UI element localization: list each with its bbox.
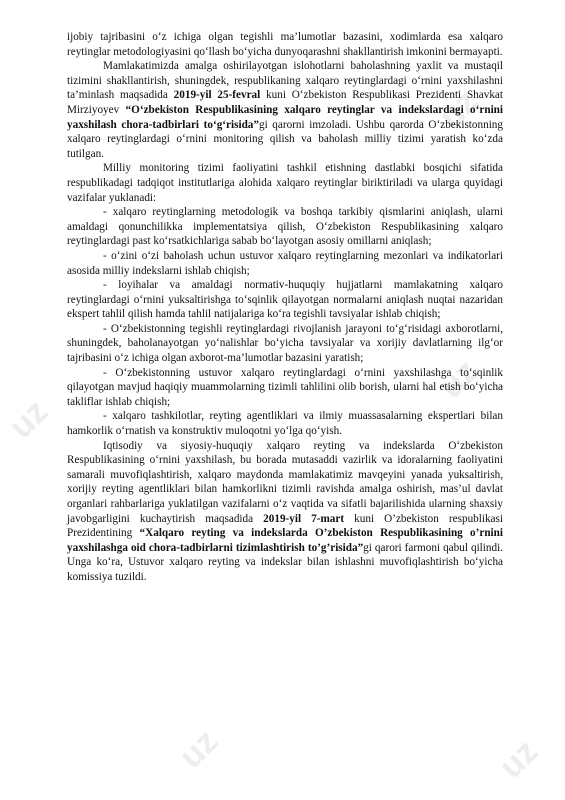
watermark: uz	[431, 82, 486, 136]
bold-text: “O‘zbekiston Respublikasining xalqaro reytinglar va indekslardagi o‘rnini yaxshilash chora-tadbirlari to‘g‘risida”	[67, 103, 504, 131]
paragraph	[67, 322, 503, 366]
text-run: kuni O’zbekiston respublikasi Prezidentining	[67, 512, 503, 540]
paragraph	[67, 366, 503, 410]
text-run: - O‘zbekistonning tegishli reytinglardagi rivojlanish jarayoni to‘g‘risidagi axborotlarni, shuningdek, baholanayotgan yo‘nalishlar bo‘yicha tavsiyalar va xorijiy davlatlarning ilg‘or tajribasini o‘z ichiga olgan axborot-ma’lumotlar bazasini yaratish;	[67, 322, 503, 365]
watermark: uz	[171, 722, 226, 776]
bold-text: “Xalqaro reyting va indekslarda O’zbekiston Respublikasining o’rnini yaxshilashga oid chora-tadbirlarni tizimlashtirish to’g’risida”	[67, 527, 504, 554]
text-run: - o‘zini o‘zi baholash uchun ustuvor xalqaro reytinglarning mezonlari va indikatorlari asosida milliy indekslarni ishlab chiqish;	[67, 249, 503, 277]
text-run: - O‘zbekistonning ustuvor xalqaro reytinglardagi o‘rnini yaxshilashga to‘sqinlik qilayotgan mavjud haqiqiy muammolarning tizimli tahlilini olib borish, ularni hal etish bo‘yicha takliflar ishlab chiqish;	[67, 366, 503, 408]
paragraph	[67, 249, 503, 278]
paragraph	[67, 278, 503, 322]
document-body	[67, 30, 503, 585]
bold-text: 2019-yil 7-mart	[263, 512, 345, 525]
text-run: - xalqaro reytinglarning metodologik va boshqa tarkibiy qismlarini aniqlash, ularni amaldagi qonunchilikka implementatsiya qilish, O‘zbekiston Respublikasining xalqaro reytinglardagi past ko‘rsatkichlariga sabab bo‘layotgan asosiy omillarni aniqlash;	[67, 206, 503, 248]
text-run: ijobiy tajribasini o‘z ichiga olgan tegishli ma’lumotlar bazasini, xodimlarda esa xalqaro reytinglar metodologiyasini qo‘llash bo‘yicha dunyoqarashni shakllantirish imkonini bermayapti.	[67, 31, 503, 58]
text-run: Milliy monitoring tizimi faoliyatini tashkil etishning dastlabki bosqichi sifatida respublikadagi tadqiqot institutlariga alohida xalqaro reytinglar biriktiriladi va ularga quyidagi vazifalar yuklanadi:	[67, 162, 503, 204]
paragraph	[67, 205, 503, 249]
text-run: Mamlakatimizda amalga oshirilayotgan islohotlarni baholashning yaxlit va mustaqil tizimini shakllantirish, shuningdek, respublikaning xalqaro reytinglardagi o‘rnini yaxshilashni ta’minlash maqsadida	[67, 60, 503, 102]
text-run: - loyihalar va amaldagi normativ-huquqiy hujjatlarni mamlakatning xalqaro reytinglardagi o‘rnini yuksaltirishga to‘sqinlik qilayotgan normalarni aniqlash nuqtai nazaridan ekspert tahlil qilish hamda tahlil natijalariga ko‘ra tegishli tavsiyalar ishlab chiqish;	[67, 279, 503, 321]
watermark: uz	[1, 392, 56, 446]
watermark: uz	[491, 732, 546, 786]
paragraph	[67, 59, 503, 161]
bold-text: 2019-yil 25-fevral	[173, 89, 261, 102]
text-run: gi qarorni imzoladi. Ushbu qarorda O‘zbekistonning xalqaro reytinglardagi o‘rnini monitoring qilish va baholash milliy tizimi yaratish ko‘zda tutilgan.	[67, 118, 503, 160]
watermark: uz	[431, 352, 486, 406]
paragraph	[67, 30, 503, 59]
text-run: kuni O‘zbekiston Respublikasi Prezidenti Shavkat Mirziyoyev	[67, 89, 503, 116]
paragraph	[67, 439, 503, 585]
text-run: - xalqaro tashkilotlar, reyting agentliklari va ilmiy muassasalarning ekspertlari bilan hamkorlik o‘rnatish va konstruktiv muloqotni yo‘lga qo‘yish.	[67, 410, 503, 438]
paragraph	[67, 161, 503, 205]
text-run: gi qarori farmoni qabul qilindi. Unga ko‘ra, Ustuvor xalqaro reyting va indekslar bilan ishlashni muvofiqlashtirish bo‘yicha komissiya tuzildi.	[67, 541, 503, 583]
text-run: Iqtisodiy va siyosiy-huquqiy xalqaro reyting va indekslarda O‘zbekiston Respublikasining o‘rnini yaxshilash, bu borada mutasaddi vazirlik va idoralarning faoliyatini samarali muvofiqlashtirish, xalqaro maydonda mamlakatimiz mavqeyini yanada yuksaltirish, xorijiy reyting agentliklari bilan hamkorlikni tizimli ravishda amalga oshirish, mas’ul davlat organlari rahbarlariga yuklatilgan vazifalarni o‘z vaqtida va sifatli bajarilishida ularning shaxsiy javobgarligini kuchaytirish maqsadida	[67, 439, 503, 525]
paragraph	[67, 409, 503, 438]
